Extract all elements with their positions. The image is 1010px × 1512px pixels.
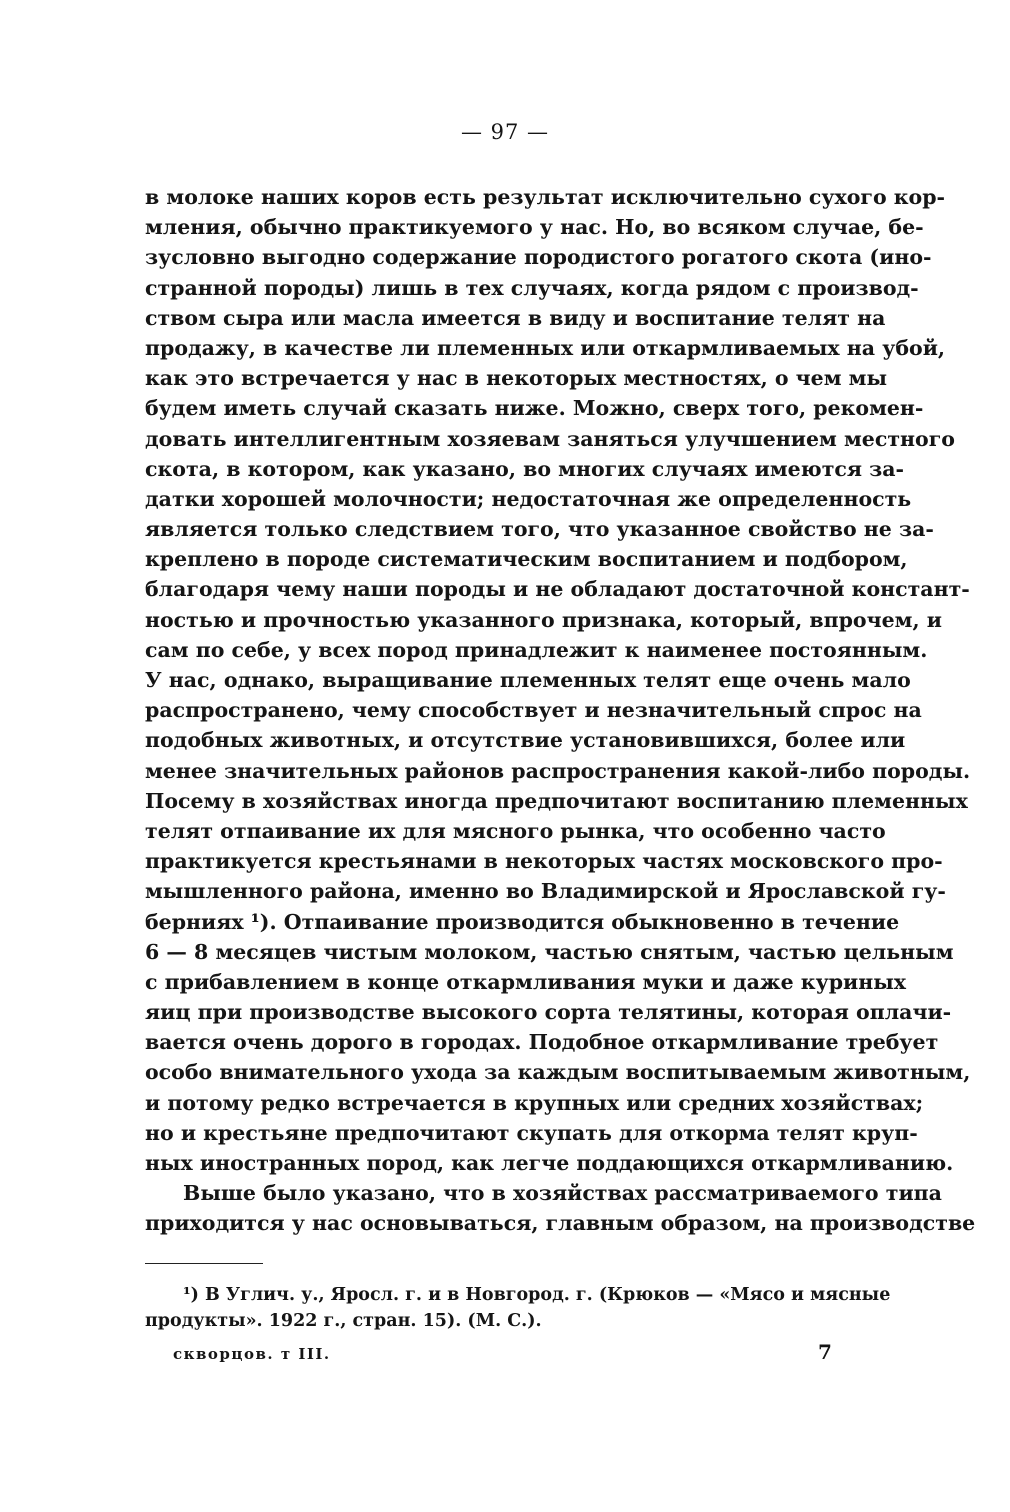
text-line: практикуется крестьянами в некоторых частях московского про-: [145, 849, 943, 874]
text-line: 6 — 8 месяцев чистым молоком, частью снятым, частью цельным: [145, 939, 954, 964]
text-line: особо внимательного ухода за каждым воспитываемым животным,: [145, 1060, 971, 1085]
text-line: У нас, однако, выращивание племенных телят еще очень мало: [145, 668, 911, 692]
text-line: датки хорошей молочности; недостаточная же определенность: [145, 486, 912, 511]
text-line: телят отпаивание их для мясного рынка, что особенно часто: [145, 818, 886, 843]
page-number: — 97 —: [460, 120, 550, 144]
text-line: креплено в породе систематическим воспитанием и подбором,: [145, 547, 908, 572]
text-line: приходится у нас основываться, главным образом, на производстве: [145, 1211, 976, 1236]
text-line: благодаря чему наши породы и не обладают достаточной констант-: [145, 577, 970, 602]
text-line: мышленного района, именно во Владимирской и Ярославской гу-: [145, 879, 946, 904]
text-line: распространено, чему способствует и незначительный спрос на: [145, 698, 922, 723]
text-line: довать интеллигентным хозяевам заняться улучшением местного: [145, 426, 955, 451]
text-line: скота, в котором, как указано, во многих случаях имеются за-: [145, 456, 905, 481]
text-line: является только следствием того, что указанное свойство не за-: [145, 517, 934, 542]
main-text: [145, 182, 976, 1239]
footnote-line: ¹) В Углич. у., Яросл. г. и в Новгород. г. (Крюков — «Мясо и мясные: [183, 1285, 891, 1305]
sheet-number: 7: [818, 1340, 832, 1364]
text-line: с прибавлением в конце откармливания муки и даже куриных: [145, 969, 907, 994]
text-line: ностью и прочностью указанного признака, который, впрочем, и: [145, 607, 942, 632]
text-line: будем иметь случай сказать ниже. Можно, сверх того, рекомен-: [145, 396, 924, 421]
text-line: как это встречается у нас в некоторых местностях, о чем мы: [145, 366, 888, 391]
text-line: яиц при производстве высокого сорта телятины, которая оплачи-: [145, 1000, 952, 1025]
text-line: ством сыра или масла имеется в виду и воспитание телят на: [145, 305, 886, 330]
text-line: Выше было указано, что в хозяйствах рассматриваемого типа: [183, 1181, 942, 1206]
paragraph-1: [145, 182, 971, 1178]
text-line: берниях ¹). Отпаивание производится обыкновенно в течение: [145, 909, 900, 934]
text-line: менее значительных районов распространения какой-либо породы.: [145, 758, 971, 783]
footnote: [145, 1282, 891, 1334]
text-line: мления, обычно практикуемого у нас. Но, во всяком случае, бе-: [145, 215, 924, 240]
text-line: в молоке наших коров есть результат исключительно сухого кор-: [145, 185, 946, 209]
text-line: зусловно выгодно содержание породистого рогатого скота (ино-: [145, 245, 932, 270]
text-line: сам по себе, у всех пород принадлежит к наименее постоянным.: [145, 637, 928, 662]
printer-signature: скворцов. т III.: [173, 1345, 331, 1363]
text-line: и потому редко встречается в крупных или средних хозяйствах;: [145, 1090, 924, 1115]
text-line: вается очень дорого в городах. Подобное откармливание требует: [145, 1030, 939, 1055]
footnote-divider: [145, 1263, 263, 1264]
text-line: ных иностранных пород, как легче поддающихся откармливанию.: [145, 1151, 954, 1175]
text-line: странной породы) лишь в тех случаях, когда рядом с производ-: [145, 275, 919, 300]
text-line: Посему в хозяйствах иногда предпочитают воспитанию племенных: [145, 788, 968, 813]
footnote-line: продукты». 1922 г., стран. 15). (М. С.).: [145, 1311, 542, 1331]
text-line: продажу, в качестве ли племенных или откармливаемых на убой,: [145, 335, 946, 360]
paragraph-2: [145, 1178, 976, 1238]
text-line: но и крестьяне предпочитают скупать для откорма телят круп-: [145, 1120, 918, 1145]
text-line: подобных животных, и отсутствие установившихся, более или: [145, 728, 906, 753]
